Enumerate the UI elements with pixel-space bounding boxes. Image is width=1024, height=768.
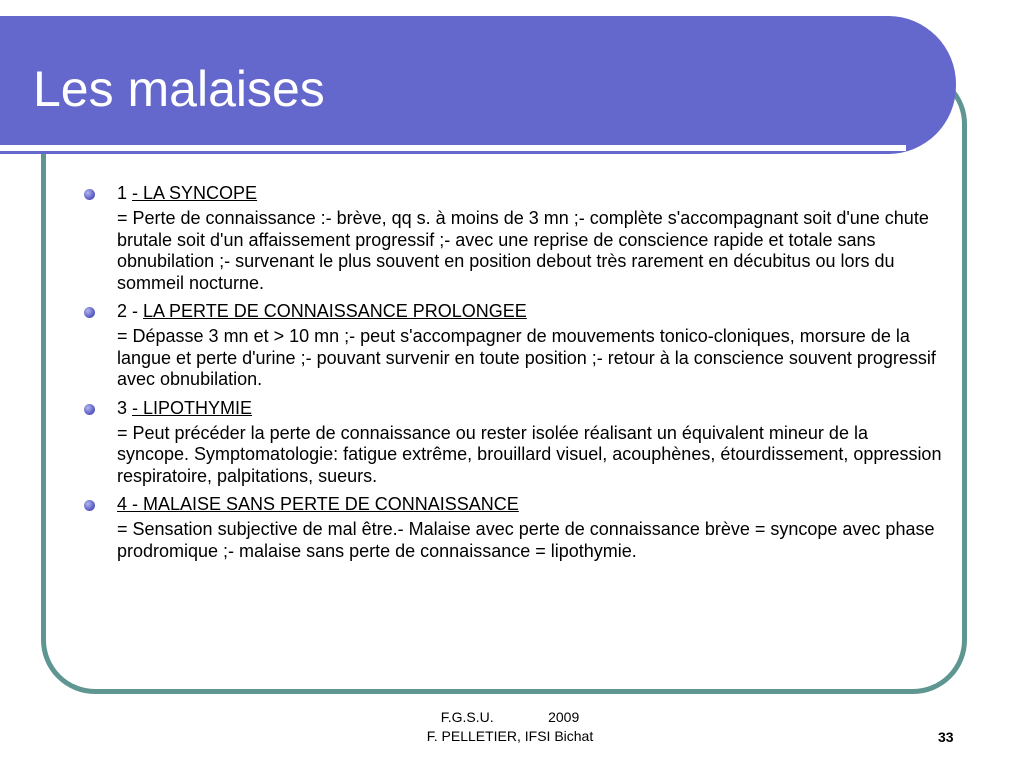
item-heading (117, 396, 944, 420)
item-heading-text: 4 - MALAISE SANS PERTE DE CONNAISSANCE (117, 494, 519, 514)
list-item-perte-prolongee (84, 299, 944, 391)
item-number: 3 (117, 397, 133, 418)
slide-title: Les malaises (33, 61, 325, 117)
item-heading-text: LA PERTE DE CONNAISSANCE PROLONGEE (143, 301, 527, 321)
list-item-lipothymie (84, 396, 944, 488)
list-item-malaise (84, 492, 944, 562)
item-description: = Peut précéder la perte de connaissance ou rester isolée réalisant un équivalent mineur de la syncope. Symptomatologie: fatigue extrême, brouillard visuel, acouphènes, étourdissement, oppression respiratoire, palpitations, sueurs. (117, 422, 942, 486)
bullet-icon (84, 404, 95, 415)
item-description: = Dépasse 3 mn et > 10 mn ;- peut s'accompagner de mouvements tonico-cloniques, morsure de la langue et perte d'urine ;- pouvant survenir en toute position ;- retour à la conscience souvent progressif avec obnubilation. (117, 326, 936, 389)
item-heading (117, 181, 944, 205)
title-underline (0, 145, 906, 151)
item-description: = Perte de connaissance :- brève, qq s. à moins de 3 mn ;- complète s'accompagnant soit d'une chute brutale soit d'un affaissement progressif ;- avec une reprise de conscience rapide et totale sans obnubilation ;- survenant le plus souvent en position debout très rarement en décubitus ou lors du sommeil nocturne. (117, 208, 929, 293)
item-heading-text: - LIPOTHYMIE (132, 397, 253, 418)
page-number: 33 (938, 729, 954, 745)
bullet-icon (84, 189, 95, 200)
item-number: 1 (117, 183, 133, 203)
footer-text (380, 708, 640, 746)
title-banner (0, 16, 956, 154)
item-heading-text: - LA SYNCOPE (132, 183, 258, 203)
item-description: = Sensation subjective de mal être.- Malaise avec perte de connaissance brève = syncope avec phase prodromique ;- malaise sans perte de connaissance = lipothymie. (117, 519, 935, 561)
bullet-icon (84, 500, 95, 511)
list-item-syncope (84, 181, 944, 294)
bullet-icon (84, 307, 95, 318)
item-number: 2 - (117, 301, 144, 321)
item-heading (117, 299, 944, 323)
footer-line-1: F.G.S.U. 2009 (440, 709, 580, 725)
footer-line-2: F. PELLETIER, IFSI Bichat (426, 728, 594, 744)
bullet-list (84, 181, 944, 567)
item-heading (117, 492, 944, 516)
